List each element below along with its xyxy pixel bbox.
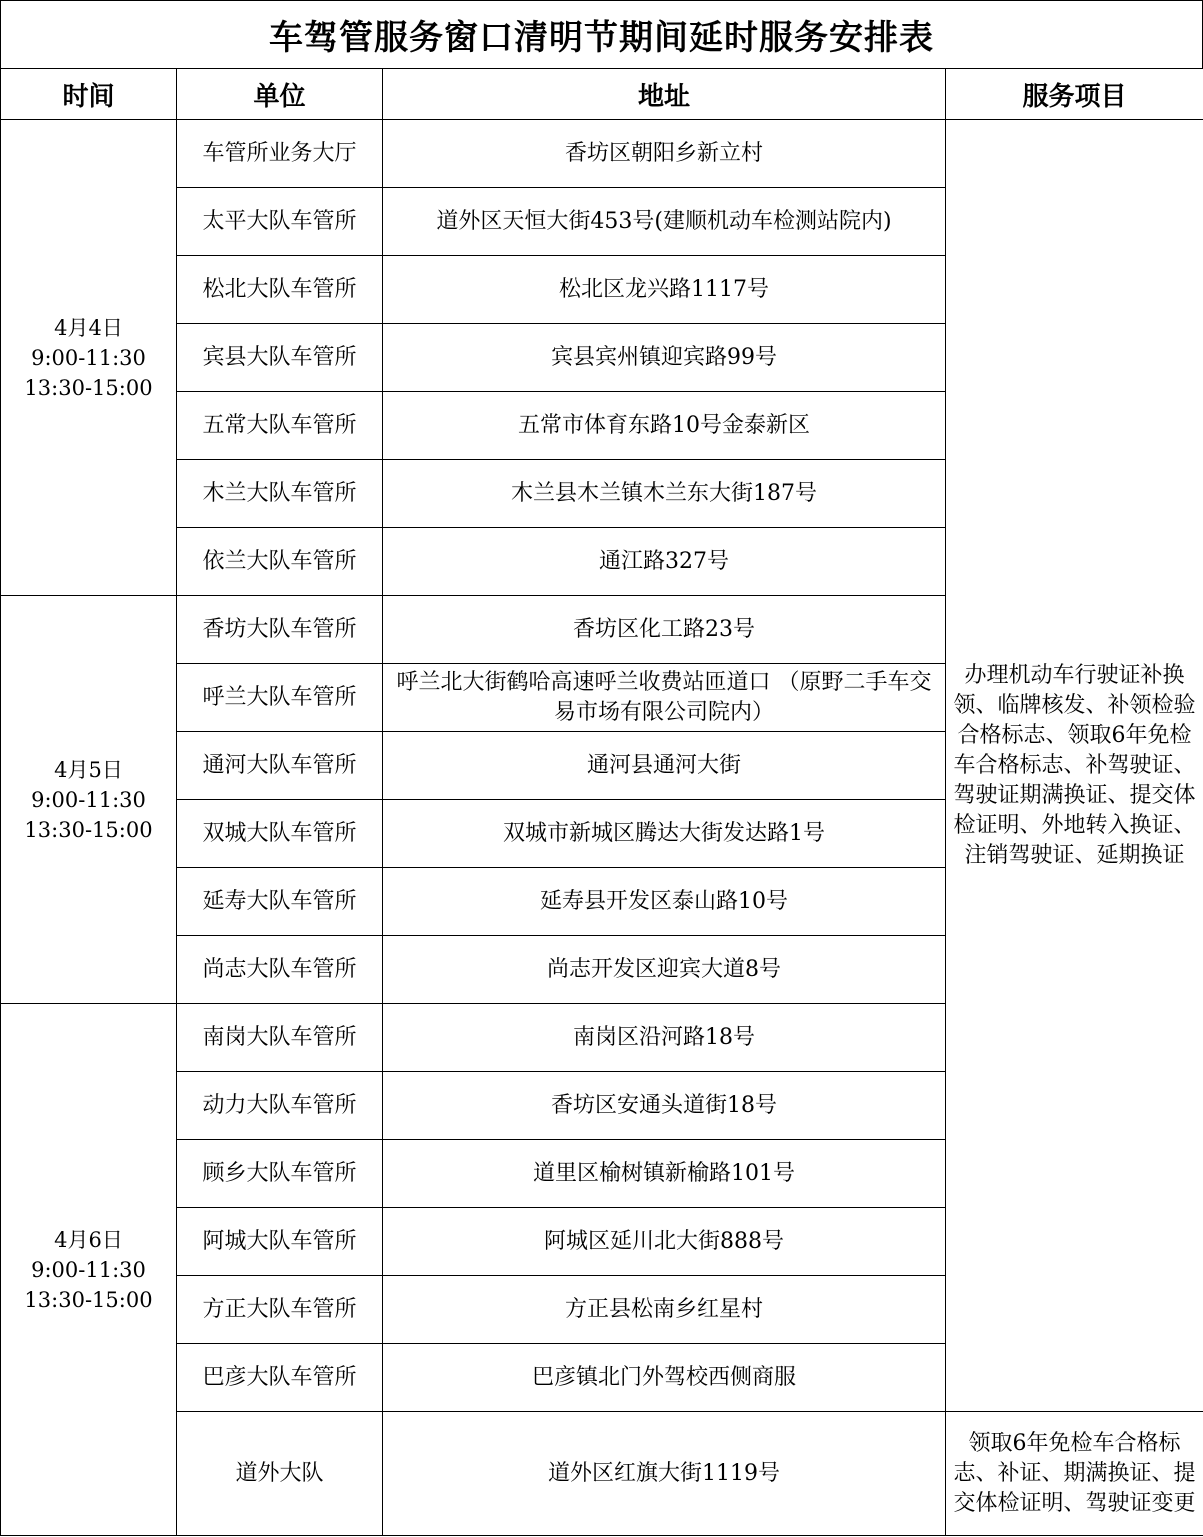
- address-cell: 巴彦镇北门外驾校西侧商服: [383, 1344, 946, 1412]
- address-cell: 香坊区安通头道街18号: [383, 1072, 946, 1140]
- address-cell: 延寿县开发区泰山路10号: [383, 868, 946, 936]
- page-title: 车驾管服务窗口清明节期间延时服务安排表: [0, 0, 1203, 68]
- time-cell: [1, 596, 177, 1004]
- unit-cell: 香坊大队车管所: [177, 596, 383, 664]
- afternoon-hours: 13:30-15:00: [24, 1287, 153, 1312]
- time-cell: [1, 1004, 177, 1536]
- header-time: 时间: [1, 69, 177, 120]
- unit-cell: 依兰大队车管所: [177, 528, 383, 596]
- unit-cell: 宾县大队车管所: [177, 324, 383, 392]
- unit-cell: 阿城大队车管所: [177, 1208, 383, 1276]
- address-cell: 通江路327号: [383, 528, 946, 596]
- date: 4月6日: [54, 1227, 123, 1252]
- address-cell: 尚志开发区迎宾大道8号: [383, 936, 946, 1004]
- address-cell: 双城市新城区腾达大街发达路1号: [383, 800, 946, 868]
- address-cell: 道外区红旗大街1119号: [383, 1412, 946, 1536]
- unit-cell: 双城大队车管所: [177, 800, 383, 868]
- date: 4月5日: [54, 757, 123, 782]
- header-unit: 单位: [177, 69, 383, 120]
- afternoon-hours: 13:30-15:00: [24, 817, 153, 842]
- morning-hours: 9:00-11:30: [31, 345, 146, 370]
- morning-hours: 9:00-11:30: [31, 787, 146, 812]
- unit-cell: 道外大队: [177, 1412, 383, 1536]
- unit-cell: 松北大队车管所: [177, 256, 383, 324]
- address-cell: 道外区天恒大街453号(建顺机动车检测站院内): [383, 188, 946, 256]
- unit-cell: 巴彦大队车管所: [177, 1344, 383, 1412]
- schedule-table: [0, 68, 1203, 1536]
- unit-cell: 动力大队车管所: [177, 1072, 383, 1140]
- unit-cell: 方正大队车管所: [177, 1276, 383, 1344]
- address-cell: 方正县松南乡红星村: [383, 1276, 946, 1344]
- afternoon-hours: 13:30-15:00: [24, 375, 153, 400]
- service-cell: 办理机动车行驶证补换领、临牌核发、补领检验合格标志、领取6年免检车合格标志、补驾驶证、驾驶证期满换证、提交体检证明、外地转入换证、注销驾驶证、延期换证: [946, 120, 1203, 1412]
- table-row: [1, 120, 1203, 188]
- unit-cell: 顾乡大队车管所: [177, 1140, 383, 1208]
- header-row: [1, 69, 1203, 120]
- address-cell: 木兰县木兰镇木兰东大街187号: [383, 460, 946, 528]
- address-cell: 宾县宾州镇迎宾路99号: [383, 324, 946, 392]
- unit-cell: 太平大队车管所: [177, 188, 383, 256]
- table-row: [1, 1412, 1203, 1536]
- unit-cell: 延寿大队车管所: [177, 868, 383, 936]
- time-cell: [1, 120, 177, 596]
- unit-cell: 呼兰大队车管所: [177, 664, 383, 732]
- unit-cell: 通河大队车管所: [177, 732, 383, 800]
- date: 4月4日: [54, 315, 123, 340]
- address-cell: 阿城区延川北大街888号: [383, 1208, 946, 1276]
- service-cell-last: 领取6年免检车合格标志、补证、期满换证、提交体检证明、驾驶证变更: [946, 1412, 1203, 1536]
- header-address: 地址: [383, 69, 946, 120]
- address-cell: 香坊区朝阳乡新立村: [383, 120, 946, 188]
- unit-cell: 木兰大队车管所: [177, 460, 383, 528]
- address-cell: 道里区榆树镇新榆路101号: [383, 1140, 946, 1208]
- address-cell: 通河县通河大街: [383, 732, 946, 800]
- address-cell: 松北区龙兴路1117号: [383, 256, 946, 324]
- address-cell: 南岗区沿河路18号: [383, 1004, 946, 1072]
- unit-cell: 车管所业务大厅: [177, 120, 383, 188]
- address-cell: 呼兰北大街鹤哈高速呼兰收费站匝道口 （原野二手车交易市场有限公司院内）: [383, 664, 946, 732]
- header-service: 服务项目: [946, 69, 1203, 120]
- unit-cell: 尚志大队车管所: [177, 936, 383, 1004]
- morning-hours: 9:00-11:30: [31, 1257, 146, 1282]
- unit-cell: 五常大队车管所: [177, 392, 383, 460]
- unit-cell: 南岗大队车管所: [177, 1004, 383, 1072]
- address-cell: 香坊区化工路23号: [383, 596, 946, 664]
- address-cell: 五常市体育东路10号金泰新区: [383, 392, 946, 460]
